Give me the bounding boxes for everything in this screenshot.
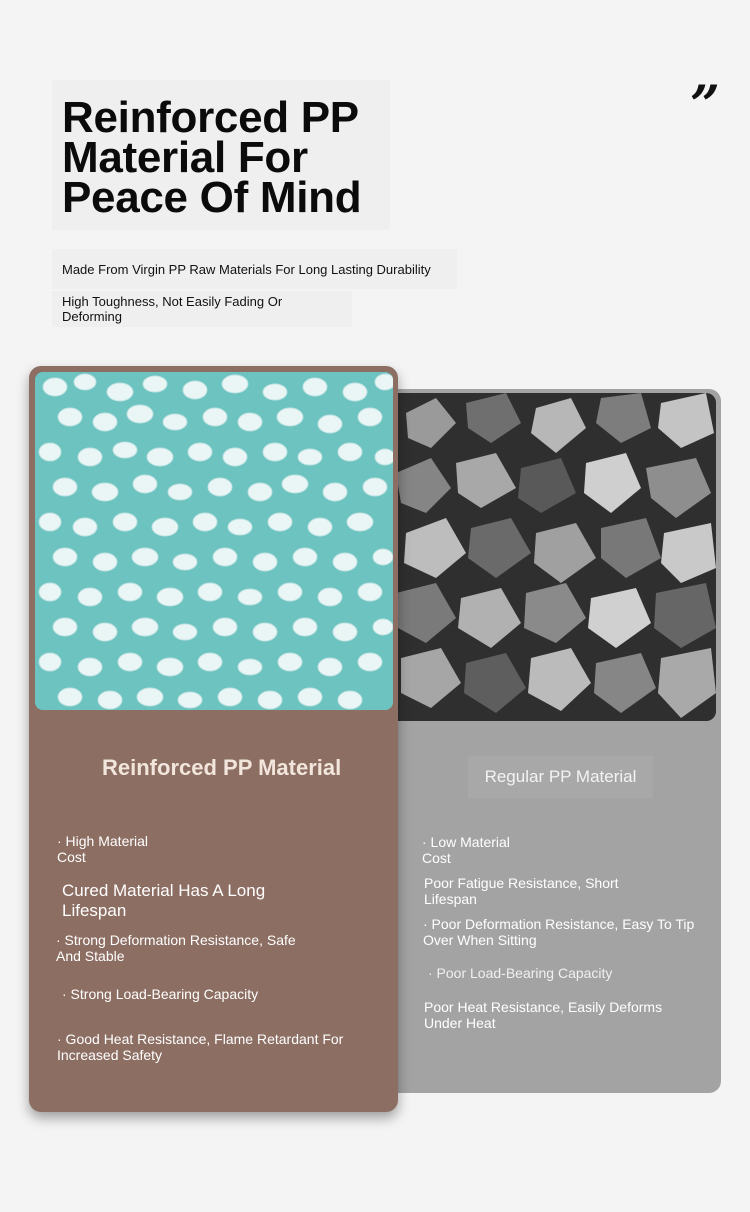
quote-mark-icon: ” bbox=[690, 75, 720, 136]
regular-feature-1: · Low Material Cost bbox=[422, 834, 510, 866]
title-line-2: Material For bbox=[62, 133, 308, 182]
regular-feature-3: · Poor Deformation Resistance, Easy To Tip Over When Sitting bbox=[423, 916, 695, 948]
reinforced-pp-title: Reinforced PP Material bbox=[102, 755, 342, 780]
clear-pp-pellets-photo bbox=[35, 372, 393, 710]
description-1 bbox=[52, 249, 457, 289]
title-line-3: Peace Of Mind bbox=[62, 173, 362, 222]
description-2-text: High Toughness, Not Easily Fading Or Deforming bbox=[62, 294, 283, 324]
reinforced-feature-3: · Strong Deformation Resistance, Safe And Stable bbox=[56, 932, 296, 964]
title-line-1: Reinforced PP bbox=[62, 93, 359, 142]
reinforced-feature-5: · Good Heat Resistance, Flame Retardant For Increased Safety bbox=[57, 1031, 344, 1063]
regular-feature-5: Poor Heat Resistance, Easily Deforms Under Heat bbox=[424, 999, 663, 1031]
description-2 bbox=[52, 291, 352, 327]
description-1-text: Made From Virgin PP Raw Materials For Long Lasting Durability bbox=[62, 261, 431, 277]
regular-pp-title bbox=[468, 756, 653, 798]
reinforced-feature-4: · Strong Load-Bearing Capacity bbox=[62, 986, 259, 1002]
regular-feature-4: · Poor Load-Bearing Capacity bbox=[428, 965, 613, 981]
page-title bbox=[62, 93, 402, 222]
regular-pp-title-text: Regular PP Material bbox=[484, 767, 637, 786]
reinforced-feature-1: · High Material Cost bbox=[57, 833, 149, 865]
pellets-icon bbox=[35, 372, 393, 710]
recycled-gray-chunks-photo bbox=[396, 393, 716, 721]
reinforced-feature-2: Cured Material Has A Long Lifespan bbox=[62, 881, 266, 920]
regular-feature-2: Poor Fatigue Resistance, Short Lifespan bbox=[424, 875, 619, 907]
gray-chunks-icon bbox=[396, 393, 716, 721]
